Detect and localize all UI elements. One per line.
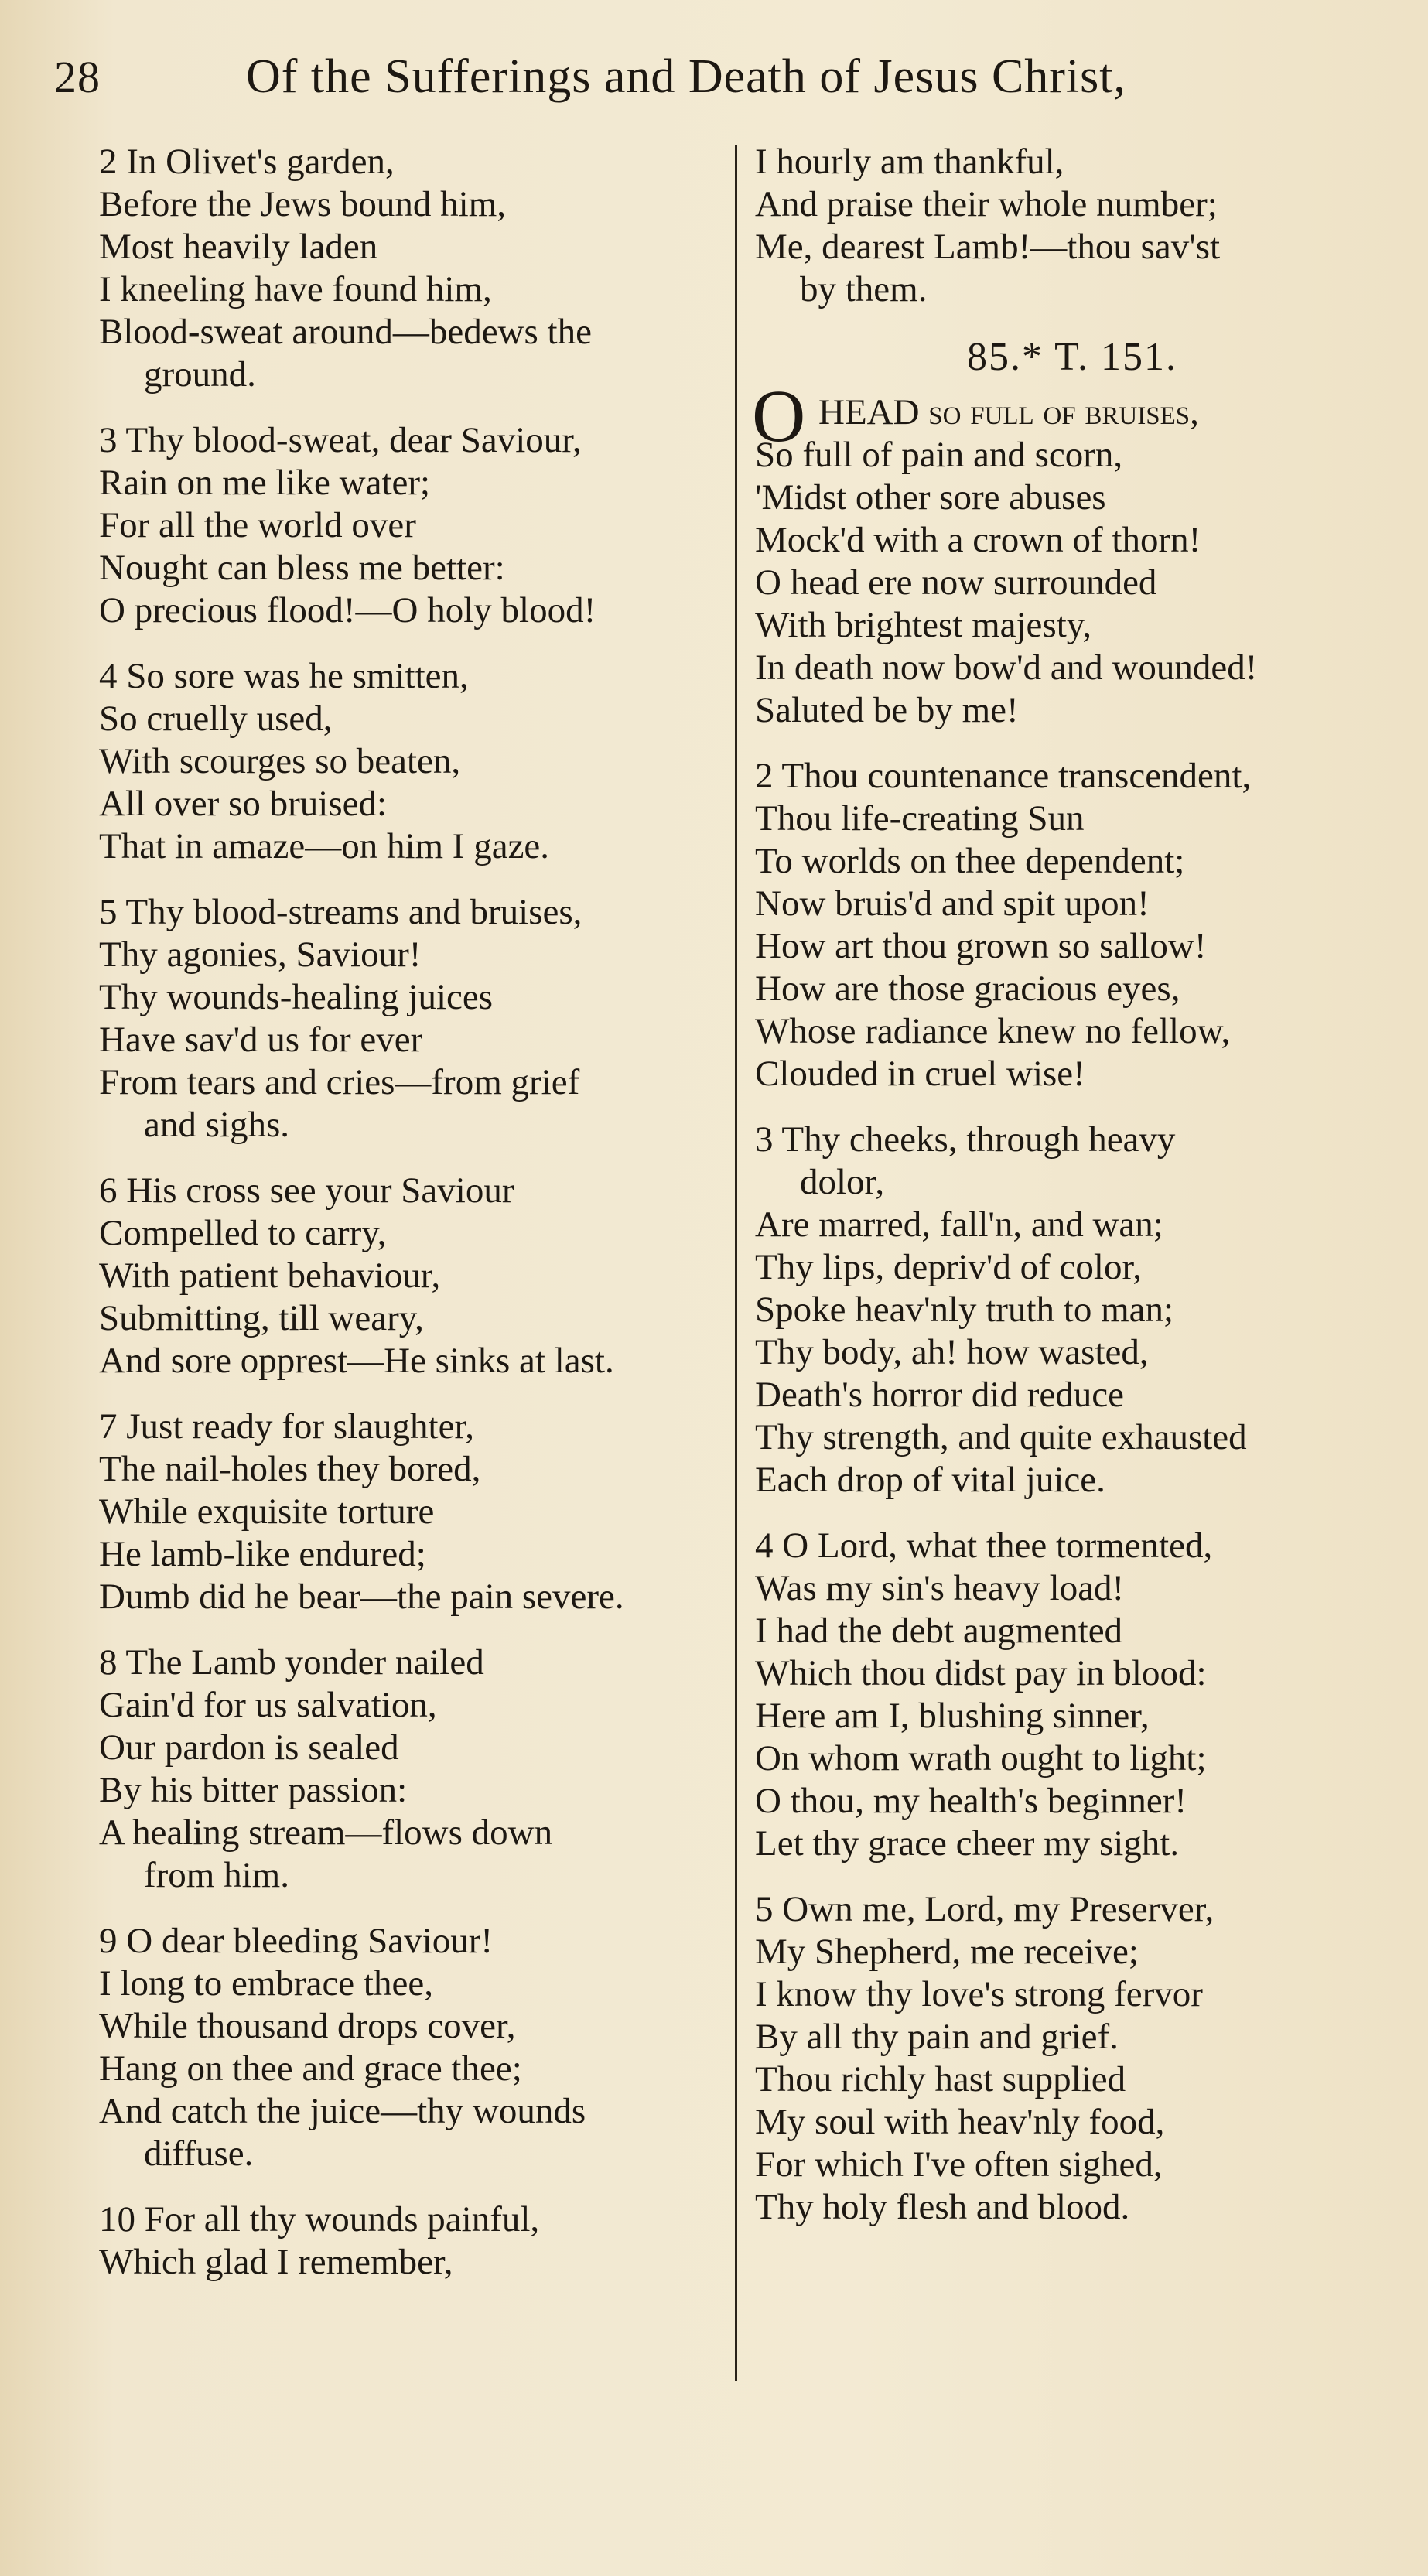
- running-title: Of the Sufferings and Death of Jesus Christ,: [246, 50, 1127, 103]
- verse-line: Spoke heav'nly truth to man;: [755, 1290, 1174, 1330]
- verse-line: Each drop of vital juice.: [755, 1460, 1105, 1500]
- verse-line: Blood-sweat around—bedews the: [99, 312, 592, 352]
- verse: [99, 1170, 733, 1382]
- verse-line: All over so bruised:: [99, 784, 388, 824]
- verse-line: Let thy grace cheer my sight.: [755, 1823, 1180, 1864]
- verse-line: Submitting, till weary,: [99, 1298, 424, 1338]
- verse-line: With scourges so beaten,: [99, 741, 461, 781]
- verse: [99, 419, 733, 632]
- verse-line: O thou, my health's beginner!: [755, 1781, 1187, 1821]
- verse-line: The nail-holes they bored,: [99, 1449, 481, 1489]
- verse-line: 5 Own me, Lord, my Preserver,: [755, 1889, 1214, 1929]
- verse-line: By his bitter passion:: [99, 1770, 408, 1810]
- verse: [99, 141, 733, 396]
- verse-line: and sighs.: [144, 1105, 289, 1145]
- left-column: [99, 141, 733, 2307]
- verse-line: I long to embrace thee,: [99, 1963, 433, 2004]
- drop-cap: O: [752, 374, 806, 457]
- verse-line: Most heavily laden: [99, 227, 378, 267]
- verse: [99, 2198, 733, 2284]
- verse-line: Thy wounds-healing juices: [99, 977, 494, 1017]
- hymn-heading: 85.* T. 151.: [967, 335, 1177, 379]
- verse-line: While exquisite torture: [99, 1491, 435, 1532]
- verse-line: O head ere now surrounded: [755, 562, 1157, 603]
- verse-line: Mock'd with a crown of thorn!: [755, 520, 1201, 560]
- verse-line: And sore opprest—He sinks at last.: [99, 1341, 614, 1381]
- verse-line: While thousand drops cover,: [99, 2006, 516, 2046]
- verse: [99, 1642, 733, 1897]
- verse: [99, 1406, 733, 1618]
- verse-line: Nought can bless me better:: [99, 548, 505, 588]
- verse-line: 2 Thou countenance transcendent,: [755, 756, 1252, 796]
- verse-line: Thou life-creating Sun: [755, 798, 1085, 839]
- verse-line: Which glad I remember,: [99, 2242, 453, 2282]
- verse-line: Thy agonies, Saviour!: [99, 934, 422, 975]
- verse-line: Thy strength, and quite exhausted: [755, 1417, 1247, 1457]
- verse-line: Me, dearest Lamb!—thou sav'st: [755, 227, 1221, 267]
- verse-line: by them.: [800, 269, 928, 309]
- first-line-text: HEAD so full of bruises,: [818, 392, 1199, 432]
- verse: [99, 655, 733, 868]
- verse-line: For which I've often sighed,: [755, 2144, 1163, 2185]
- verse-line: How are those gracious eyes,: [755, 969, 1180, 1009]
- verse-line: Thy body, ah! how wasted,: [755, 1332, 1149, 1372]
- verse-line: diffuse.: [144, 2134, 254, 2174]
- verse-line: Rain on me like water;: [99, 463, 431, 503]
- verse-line: Hang on thee and grace thee;: [99, 2048, 522, 2089]
- verse-line: Which thou didst pay in blood:: [755, 1653, 1207, 1693]
- verse-line: O precious flood!—O holy blood!: [99, 590, 596, 630]
- verse-line: In death now bow'd and wounded!: [755, 647, 1258, 688]
- verse-line: That in amaze—on him I gaze.: [99, 826, 550, 866]
- verse-line: I know thy love's strong fervor: [755, 1974, 1203, 2014]
- verse-line: So cruelly used,: [99, 699, 333, 739]
- verse-line: Have sav'd us for ever: [99, 1020, 423, 1060]
- verse-line: Are marred, fall'n, and wan;: [755, 1204, 1163, 1245]
- verse-continuation: [755, 141, 1389, 311]
- verse-line: And catch the juice—thy wounds: [99, 2091, 586, 2131]
- verse-line: Our pardon is sealed: [99, 1727, 399, 1768]
- verse-line: To worlds on thee dependent;: [755, 841, 1185, 881]
- verse-line: Was my sin's heavy load!: [755, 1568, 1125, 1608]
- verse-line: Now bruis'd and spit upon!: [755, 883, 1150, 924]
- verse-line: With brightest majesty,: [755, 605, 1091, 645]
- verse: [755, 1119, 1389, 1502]
- verse-line: Thy holy flesh and blood.: [755, 2187, 1130, 2227]
- verse-line: Dumb did he bear—the pain severe.: [99, 1577, 624, 1617]
- verse-line: By all thy pain and grief.: [755, 2017, 1119, 2057]
- verse-line: Thou richly hast supplied: [755, 2059, 1126, 2099]
- column-divider-rule: [735, 145, 737, 2381]
- verse-line: On whom wrath ought to light;: [755, 1738, 1207, 1778]
- verse-line: Before the Jews bound him,: [99, 184, 507, 224]
- verse-line: Clouded in cruel wise!: [755, 1054, 1085, 1094]
- verse-line: Thy lips, depriv'd of color,: [755, 1247, 1142, 1287]
- verse-line: For all the world over: [99, 505, 416, 545]
- verse-line: 10 For all thy wounds painful,: [99, 2199, 540, 2239]
- hymn-verse-1: [752, 374, 1389, 732]
- verse-line: He lamb-like endured;: [99, 1534, 426, 1574]
- verse-line: From tears and cries—from grief: [99, 1062, 580, 1102]
- verse-line: 9 O dear bleeding Saviour!: [99, 1921, 494, 1961]
- verse-line: Whose radiance knew no fellow,: [755, 1011, 1231, 1051]
- verse-line: 5 Thy blood-streams and bruises,: [99, 892, 582, 932]
- page-number: 28: [54, 52, 101, 102]
- verse-line: from him.: [144, 1855, 289, 1895]
- verse-line: Saluted be by me!: [755, 690, 1019, 730]
- verse-line: 4 So sore was he smitten,: [99, 656, 469, 696]
- verse-line: So full of pain and scorn,: [755, 435, 1123, 475]
- verse: [755, 1525, 1389, 1865]
- verse: [99, 891, 733, 1146]
- verse-line: I hourly am thankful,: [755, 142, 1064, 182]
- verse-line: My Shepherd, me receive;: [755, 1932, 1139, 1972]
- running-header: [54, 46, 1385, 124]
- right-column: [752, 141, 1389, 2252]
- verse-line: 6 His cross see your Saviour: [99, 1170, 514, 1211]
- verse-line: 3 Thy cheeks, through heavy: [755, 1119, 1176, 1160]
- verse-line: 2 In Olivet's garden,: [99, 142, 395, 182]
- verse-line: Here am I, blushing sinner,: [755, 1696, 1150, 1736]
- verse-line: 3 Thy blood-sweat, dear Saviour,: [99, 420, 582, 460]
- verse-line: With patient behaviour,: [99, 1256, 441, 1296]
- verse-line: My soul with heav'nly food,: [755, 2102, 1165, 2142]
- verse-line: I had the debt augmented: [755, 1611, 1123, 1651]
- verse-line: Gain'd for us salvation,: [99, 1685, 437, 1725]
- right-verses: [755, 755, 1389, 2229]
- verse-line: 4 O Lord, what thee tormented,: [755, 1525, 1213, 1566]
- verse: [755, 755, 1389, 1095]
- verse-line: 7 Just ready for slaughter,: [99, 1406, 474, 1447]
- verse: [99, 1920, 733, 2175]
- verse-line: Death's horror did reduce: [755, 1375, 1124, 1415]
- verse-line: And praise their whole number;: [755, 184, 1218, 224]
- verse-line: ground.: [144, 354, 256, 395]
- verse-line: 'Midst other sore abuses: [755, 477, 1106, 518]
- verse-line: 8 The Lamb yonder nailed: [99, 1642, 484, 1683]
- verse: [755, 1888, 1389, 2229]
- verse-line: A healing stream—flows down: [99, 1812, 553, 1853]
- verse-line: I kneeling have found him,: [99, 269, 492, 309]
- verse-line: How art thou grown so sallow!: [755, 926, 1207, 966]
- verse-line: Compelled to carry,: [99, 1213, 387, 1253]
- verse-line: dolor,: [800, 1162, 885, 1202]
